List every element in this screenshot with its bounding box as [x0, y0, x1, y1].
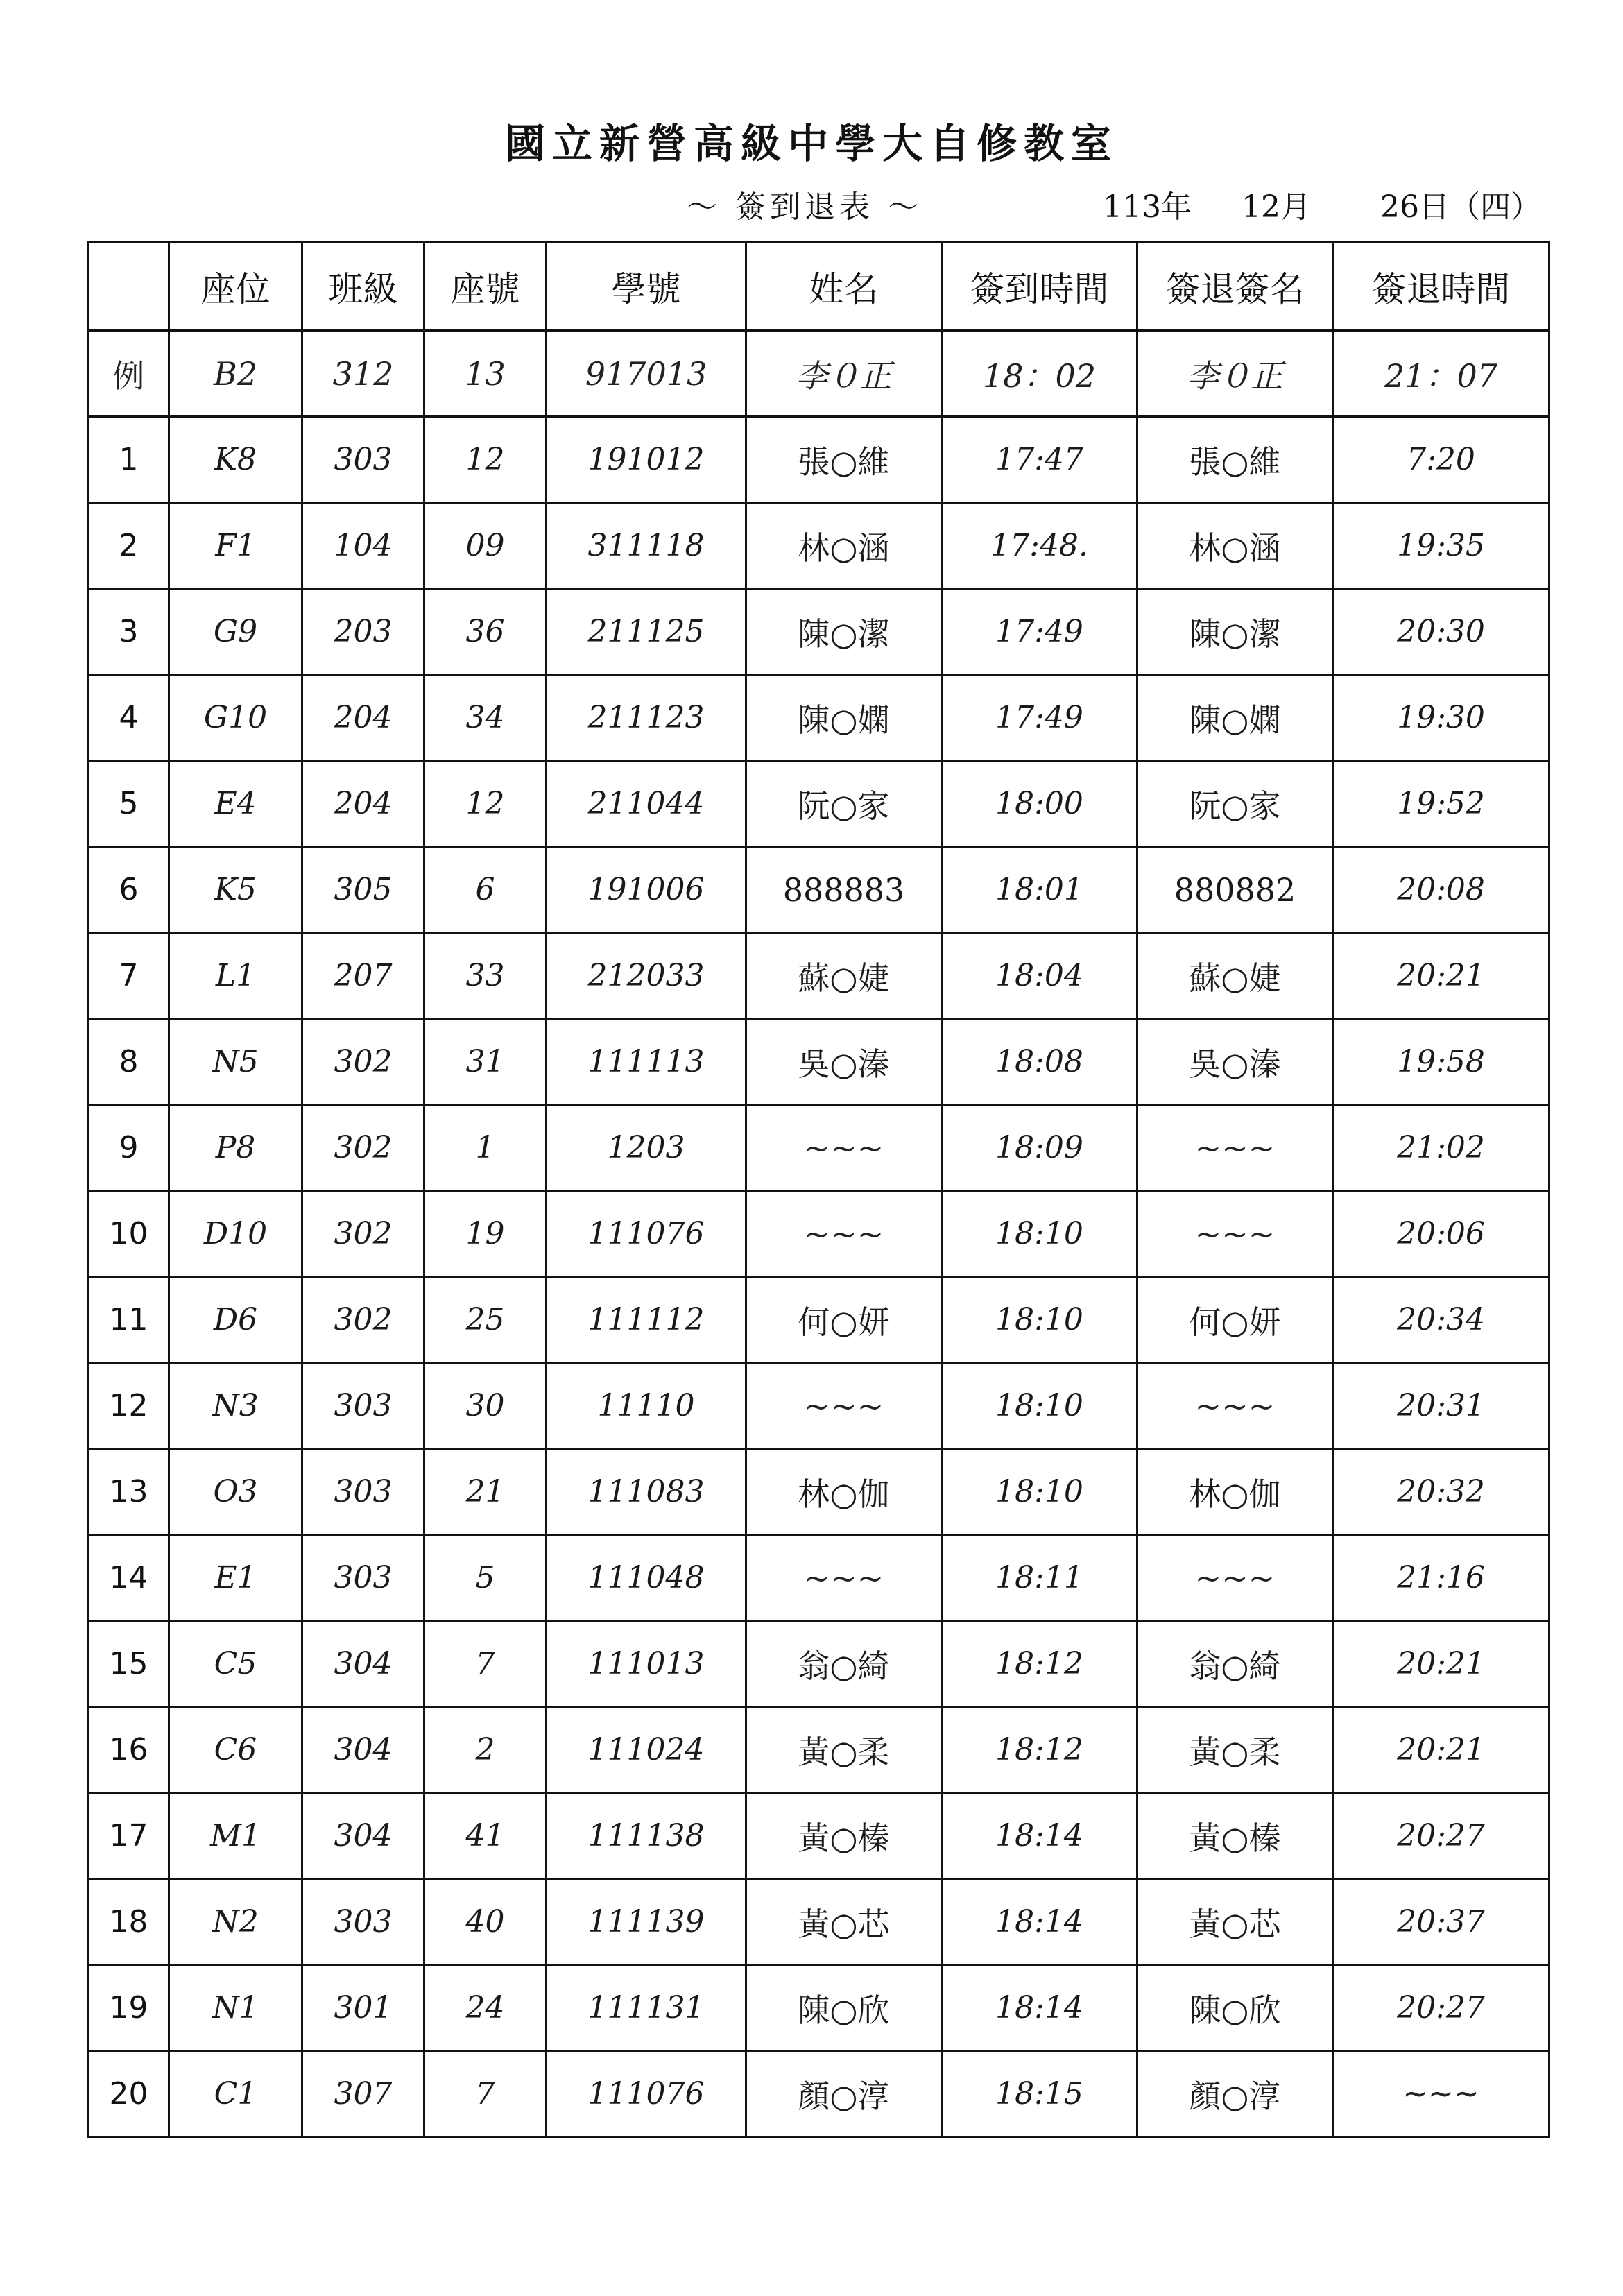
- class-cell: 301: [302, 1965, 424, 2051]
- student-id-cell: 11110: [547, 1363, 746, 1449]
- name-cell: 何○妍: [746, 1277, 942, 1363]
- checkout-signature-cell: ~~~: [1137, 1535, 1333, 1621]
- row-number: 14: [89, 1535, 169, 1621]
- seat-cell: M1: [169, 1793, 302, 1879]
- check-out-cell: 20:08: [1333, 847, 1549, 933]
- header-name: 姓名: [746, 243, 942, 331]
- checkout-signature-cell: 阮○家: [1137, 761, 1333, 847]
- seat-cell: K5: [169, 847, 302, 933]
- row-number: 5: [89, 761, 169, 847]
- seat-cell: N2: [169, 1879, 302, 1965]
- row-number: 17: [89, 1793, 169, 1879]
- sheet-title: 國立新營高級中學大自修教室: [504, 120, 1118, 167]
- class-cell: 304: [302, 1707, 424, 1793]
- number-cell: 2: [424, 1707, 547, 1793]
- class-cell: 204: [302, 761, 424, 847]
- sheet-date: [1103, 182, 1554, 226]
- check-in-cell: 17:47: [942, 417, 1137, 503]
- row-number: 6: [89, 847, 169, 933]
- check-out-cell: 20:21: [1333, 1707, 1549, 1793]
- number-cell: 25: [424, 1277, 547, 1363]
- check-in-cell: 18:11: [942, 1535, 1137, 1621]
- table-row: [89, 2051, 1549, 2137]
- example-row: [89, 331, 1549, 417]
- student-id-cell: 111083: [547, 1449, 746, 1535]
- row-number: 2: [89, 503, 169, 589]
- date-day: 26日（四）: [1380, 189, 1541, 225]
- row-number: 3: [89, 589, 169, 675]
- check-in-cell: 18:08: [942, 1019, 1137, 1105]
- seat-cell: C1: [169, 2051, 302, 2137]
- attendance-table: [87, 241, 1550, 2138]
- number-cell: 09: [424, 503, 547, 589]
- seat-cell: P8: [169, 1105, 302, 1191]
- table-row: [89, 1621, 1549, 1707]
- row-number: 10: [89, 1191, 169, 1277]
- check-out-cell: 19:52: [1333, 761, 1549, 847]
- check-out-cell: 19:35: [1333, 503, 1549, 589]
- checkout-signature-cell: 張○維: [1137, 417, 1333, 503]
- name-cell: ~~~: [746, 1105, 942, 1191]
- table-row: [89, 675, 1549, 761]
- checkout-signature-cell: 蘇○婕: [1137, 933, 1333, 1019]
- table-row: [89, 1105, 1549, 1191]
- seat-cell: N3: [169, 1363, 302, 1449]
- date-year: 113年: [1103, 189, 1192, 225]
- number-cell: 12: [424, 761, 547, 847]
- class-cell: 302: [302, 1277, 424, 1363]
- checkout-signature-cell: 吳○溱: [1137, 1019, 1333, 1105]
- check-in-cell: 18:12: [942, 1621, 1137, 1707]
- check-in-cell: 17:48.: [942, 503, 1137, 589]
- class-cell: 303: [302, 1449, 424, 1535]
- check-in-cell: 18:10: [942, 1449, 1137, 1535]
- name-cell: ~~~: [746, 1535, 942, 1621]
- name-cell: 顏○淳: [746, 2051, 942, 2137]
- class-cell: 302: [302, 1019, 424, 1105]
- number-cell: 5: [424, 1535, 547, 1621]
- check-in-cell: 17:49: [942, 675, 1137, 761]
- example-seat: B2: [169, 331, 302, 417]
- name-cell: 吳○溱: [746, 1019, 942, 1105]
- student-id-cell: 111112: [547, 1277, 746, 1363]
- name-cell: ~~~: [746, 1191, 942, 1277]
- header-number: 座號: [424, 243, 547, 331]
- check-out-cell: 20:21: [1333, 933, 1549, 1019]
- class-cell: 104: [302, 503, 424, 589]
- student-id-cell: 191012: [547, 417, 746, 503]
- student-id-cell: 211044: [547, 761, 746, 847]
- student-id-cell: 1203: [547, 1105, 746, 1191]
- number-cell: 19: [424, 1191, 547, 1277]
- table-row: [89, 503, 1549, 589]
- checkout-signature-cell: 陳○嫻: [1137, 675, 1333, 761]
- row-number: 12: [89, 1363, 169, 1449]
- table-row: [89, 761, 1549, 847]
- check-in-cell: 18:15: [942, 2051, 1137, 2137]
- row-number: 1: [89, 417, 169, 503]
- check-out-cell: 21:02: [1333, 1105, 1549, 1191]
- name-cell: 888883: [746, 847, 942, 933]
- name-cell: 張○維: [746, 417, 942, 503]
- check-out-cell: 20:27: [1333, 1793, 1549, 1879]
- check-in-cell: 18:10: [942, 1277, 1137, 1363]
- check-out-cell: 21:16: [1333, 1535, 1549, 1621]
- class-cell: 303: [302, 1363, 424, 1449]
- name-cell: 黃○榛: [746, 1793, 942, 1879]
- check-out-cell: 20:31: [1333, 1363, 1549, 1449]
- name-cell: 蘇○婕: [746, 933, 942, 1019]
- checkout-signature-cell: 林○伽: [1137, 1449, 1333, 1535]
- row-number: 18: [89, 1879, 169, 1965]
- table-row: [89, 933, 1549, 1019]
- student-id-cell: 111139: [547, 1879, 746, 1965]
- check-out-cell: 19:58: [1333, 1019, 1549, 1105]
- table-row: [89, 1191, 1549, 1277]
- header-check-in: 簽到時間: [942, 243, 1137, 331]
- check-out-cell: 20:21: [1333, 1621, 1549, 1707]
- table-row: [89, 1449, 1549, 1535]
- seat-cell: C5: [169, 1621, 302, 1707]
- example-name: 李０正: [746, 331, 942, 417]
- checkout-signature-cell: 陳○潔: [1137, 589, 1333, 675]
- number-cell: 21: [424, 1449, 547, 1535]
- name-cell: 陳○欣: [746, 1965, 942, 2051]
- student-id-cell: 111131: [547, 1965, 746, 2051]
- check-out-cell: 7:20: [1333, 417, 1549, 503]
- check-out-cell: ~~~: [1333, 2051, 1549, 2137]
- table-row: [89, 1363, 1549, 1449]
- seat-cell: G10: [169, 675, 302, 761]
- class-cell: 207: [302, 933, 424, 1019]
- check-out-cell: 20:27: [1333, 1965, 1549, 2051]
- number-cell: 36: [424, 589, 547, 675]
- name-cell: 陳○潔: [746, 589, 942, 675]
- student-id-cell: 111013: [547, 1621, 746, 1707]
- name-cell: 林○涵: [746, 503, 942, 589]
- header-check-out: 簽退時間: [1333, 243, 1549, 331]
- checkout-signature-cell: 翁○綺: [1137, 1621, 1333, 1707]
- row-number: 16: [89, 1707, 169, 1793]
- student-id-cell: 111138: [547, 1793, 746, 1879]
- seat-cell: N5: [169, 1019, 302, 1105]
- student-id-cell: 111024: [547, 1707, 746, 1793]
- table-row: [89, 417, 1549, 503]
- number-cell: 41: [424, 1793, 547, 1879]
- row-number: 20: [89, 2051, 169, 2137]
- table-row: [89, 1019, 1549, 1105]
- check-in-cell: 18:09: [942, 1105, 1137, 1191]
- number-cell: 31: [424, 1019, 547, 1105]
- header-seat: 座位: [169, 243, 302, 331]
- class-cell: 302: [302, 1191, 424, 1277]
- example-student-id: 917013: [547, 331, 746, 417]
- check-in-cell: 18:14: [942, 1965, 1137, 2051]
- check-out-cell: 20:06: [1333, 1191, 1549, 1277]
- number-cell: 30: [424, 1363, 547, 1449]
- row-number: 15: [89, 1621, 169, 1707]
- header-class: 班級: [302, 243, 424, 331]
- check-in-cell: 18:01: [942, 847, 1137, 933]
- student-id-cell: 311118: [547, 503, 746, 589]
- student-id-cell: 191006: [547, 847, 746, 933]
- table-row: [89, 1277, 1549, 1363]
- name-cell: 翁○綺: [746, 1621, 942, 1707]
- seat-cell: N1: [169, 1965, 302, 2051]
- table-row: [89, 847, 1549, 933]
- sheet-subtitle: ～ 簽到退表 ～: [687, 189, 922, 225]
- seat-cell: K8: [169, 417, 302, 503]
- row-number: 19: [89, 1965, 169, 2051]
- checkout-signature-cell: 880882: [1137, 847, 1333, 933]
- checkout-signature-cell: ~~~: [1137, 1105, 1333, 1191]
- row-number: 4: [89, 675, 169, 761]
- check-in-cell: 18:12: [942, 1707, 1137, 1793]
- table-row: [89, 1793, 1549, 1879]
- seat-cell: E1: [169, 1535, 302, 1621]
- student-id-cell: 111076: [547, 2051, 746, 2137]
- check-in-cell: 18:14: [942, 1793, 1137, 1879]
- class-cell: 305: [302, 847, 424, 933]
- name-cell: 林○伽: [746, 1449, 942, 1535]
- name-cell: 陳○嫻: [746, 675, 942, 761]
- header-checkout-signature: 簽退簽名: [1137, 243, 1333, 331]
- seat-cell: O3: [169, 1449, 302, 1535]
- example-number: 13: [424, 331, 547, 417]
- date-month: 12月: [1242, 189, 1311, 225]
- header-rownum: [89, 243, 169, 331]
- seat-cell: G9: [169, 589, 302, 675]
- class-cell: 307: [302, 2051, 424, 2137]
- table-row: [89, 1707, 1549, 1793]
- class-cell: 203: [302, 589, 424, 675]
- table-header-row: [89, 243, 1549, 331]
- check-in-cell: 17:49: [942, 589, 1137, 675]
- class-cell: 303: [302, 417, 424, 503]
- checkout-signature-cell: 何○妍: [1137, 1277, 1333, 1363]
- check-out-cell: 20:30: [1333, 589, 1549, 675]
- number-cell: 33: [424, 933, 547, 1019]
- number-cell: 7: [424, 2051, 547, 2137]
- class-cell: 303: [302, 1879, 424, 1965]
- student-id-cell: 212033: [547, 933, 746, 1019]
- number-cell: 40: [424, 1879, 547, 1965]
- table-row: [89, 1879, 1549, 1965]
- example-checkout-signature: 李０正: [1137, 331, 1333, 417]
- check-in-cell: 18:04: [942, 933, 1137, 1019]
- checkout-signature-cell: 林○涵: [1137, 503, 1333, 589]
- class-cell: 304: [302, 1621, 424, 1707]
- header-student-id: 學號: [547, 243, 746, 331]
- checkout-signature-cell: 黃○榛: [1137, 1793, 1333, 1879]
- seat-cell: L1: [169, 933, 302, 1019]
- number-cell: 34: [424, 675, 547, 761]
- check-out-cell: 19:30: [1333, 675, 1549, 761]
- name-cell: 黃○芯: [746, 1879, 942, 1965]
- checkout-signature-cell: ~~~: [1137, 1191, 1333, 1277]
- number-cell: 7: [424, 1621, 547, 1707]
- checkout-signature-cell: 陳○欣: [1137, 1965, 1333, 2051]
- seat-cell: C6: [169, 1707, 302, 1793]
- row-number: 9: [89, 1105, 169, 1191]
- example-check-in: 18：02: [942, 331, 1137, 417]
- example-check-out: 21：07: [1333, 331, 1549, 417]
- number-cell: 1: [424, 1105, 547, 1191]
- checkout-signature-cell: ~~~: [1137, 1363, 1333, 1449]
- check-out-cell: 20:32: [1333, 1449, 1549, 1535]
- seat-cell: D6: [169, 1277, 302, 1363]
- name-cell: ~~~: [746, 1363, 942, 1449]
- number-cell: 24: [424, 1965, 547, 2051]
- table-row: [89, 1535, 1549, 1621]
- check-out-cell: 20:37: [1333, 1879, 1549, 1965]
- check-in-cell: 18:00: [942, 761, 1137, 847]
- number-cell: 6: [424, 847, 547, 933]
- student-id-cell: 111113: [547, 1019, 746, 1105]
- student-id-cell: 111048: [547, 1535, 746, 1621]
- table-row: [89, 589, 1549, 675]
- name-cell: 黃○柔: [746, 1707, 942, 1793]
- seat-cell: F1: [169, 503, 302, 589]
- row-number: 8: [89, 1019, 169, 1105]
- student-id-cell: 211123: [547, 675, 746, 761]
- seat-cell: D10: [169, 1191, 302, 1277]
- class-cell: 304: [302, 1793, 424, 1879]
- check-out-cell: 20:34: [1333, 1277, 1549, 1363]
- name-cell: 阮○家: [746, 761, 942, 847]
- table-row: [89, 1965, 1549, 2051]
- checkout-signature-cell: 黃○柔: [1137, 1707, 1333, 1793]
- class-cell: 204: [302, 675, 424, 761]
- checkout-signature-cell: 顏○淳: [1137, 2051, 1333, 2137]
- check-in-cell: 18:14: [942, 1879, 1137, 1965]
- student-id-cell: 211125: [547, 589, 746, 675]
- example-class: 312: [302, 331, 424, 417]
- row-number: 7: [89, 933, 169, 1019]
- check-in-cell: 18:10: [942, 1363, 1137, 1449]
- student-id-cell: 111076: [547, 1191, 746, 1277]
- row-number: 11: [89, 1277, 169, 1363]
- example-label: 例: [89, 331, 169, 417]
- check-in-cell: 18:10: [942, 1191, 1137, 1277]
- seat-cell: E4: [169, 761, 302, 847]
- number-cell: 12: [424, 417, 547, 503]
- class-cell: 302: [302, 1105, 424, 1191]
- row-number: 13: [89, 1449, 169, 1535]
- class-cell: 303: [302, 1535, 424, 1621]
- checkout-signature-cell: 黃○芯: [1137, 1879, 1333, 1965]
